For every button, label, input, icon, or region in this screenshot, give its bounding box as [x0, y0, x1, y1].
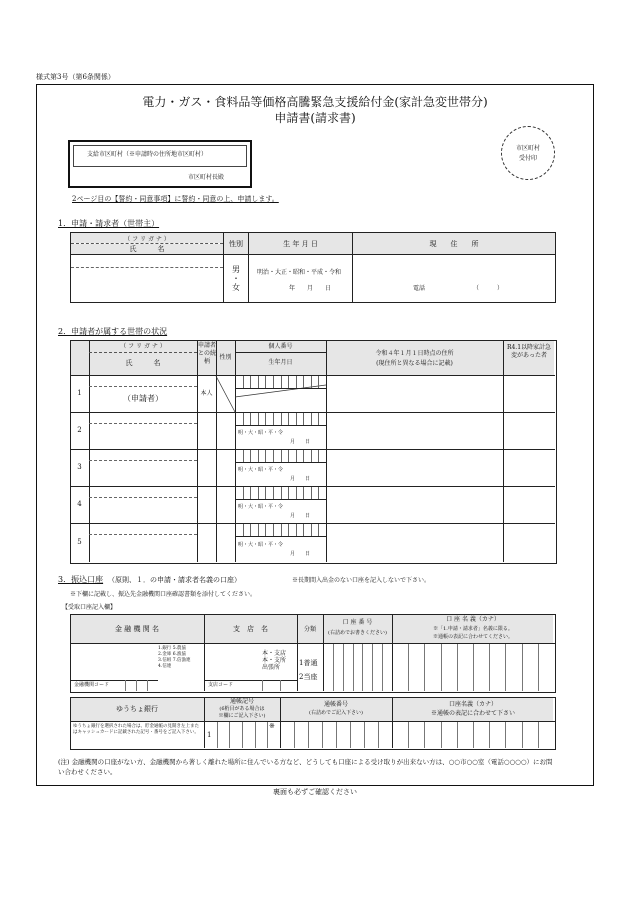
branch-type-office: 出張所	[262, 664, 281, 671]
applicant-relation: 本人	[200, 390, 213, 397]
furigana-header: （ フ リ ガ ナ ）	[71, 233, 224, 244]
id-number-boxes[interactable]	[235, 450, 326, 463]
form-title: 電力・ガス・食料品等価格高騰緊急支援給付金(家計急変世帯分)	[142, 95, 488, 109]
name-header: 氏 名	[71, 244, 224, 255]
gender-male: 男	[232, 265, 240, 274]
household-dob-header: 生年月日	[268, 359, 293, 366]
branch-type-sub: 本・支所	[262, 657, 287, 664]
form-subtitle: 申請書(請求書)	[274, 111, 356, 125]
id-number-boxes[interactable]	[235, 524, 326, 537]
passbook-number-boxes[interactable]	[280, 722, 392, 748]
sixth-digit-mark: ※	[269, 722, 275, 730]
passbook-symbol-first-digit: 1	[207, 731, 212, 739]
holder-note1: ※「1.申請・請求者」名義に限る。	[433, 626, 513, 632]
id-number-boxes[interactable]	[235, 413, 326, 426]
passbook-number-header: 通帳番号	[323, 701, 348, 708]
stamp-label-reception: 受付印	[518, 155, 537, 162]
applicant-row-label: （申請者）	[123, 394, 163, 403]
row-number-1: 1	[77, 389, 82, 397]
passbook-number-sub: (右詰めでご記入下さい)	[309, 710, 363, 716]
yucho-header: ゆうちょ銀行	[116, 705, 158, 713]
mayor-salutation: 市区町村長殿	[188, 174, 225, 181]
bank-type-5: 5.農協	[172, 646, 187, 651]
branch-name-header: 支 店 名	[233, 625, 268, 633]
dob-header: 生 年 月 日	[249, 233, 353, 255]
gender-female: 女	[232, 283, 240, 292]
branch-code-label: 支店コード	[208, 682, 234, 688]
phone-paren: （ ）	[473, 285, 504, 292]
account-number-boxes[interactable]	[323, 644, 392, 691]
relation-header: 申請者との続柄	[198, 342, 217, 365]
branch-type-options[interactable]	[262, 650, 286, 671]
bank-type-6: 6.漁協	[172, 652, 187, 657]
passbook-symbol-boxes[interactable]	[204, 722, 280, 748]
id-number-boxes[interactable]	[235, 487, 326, 500]
account-number-sub: (右詰めでお書きください)	[328, 630, 387, 636]
row2-md: 月 日	[290, 439, 311, 445]
account-type-options[interactable]	[299, 656, 317, 684]
account-type-ordinary: 1普通	[299, 659, 318, 667]
bank-name-header: 金 融 機 関 名	[115, 625, 159, 633]
gender-dot: ・	[232, 274, 240, 283]
footnote: (注) 金融機関の口座がない方、金融機関から著しく離れた場所に住んでいる方など、どうしても口座による受け取りが出来ない方は、○○市○○室（電話○○○○）にお問い合わせください。	[58, 758, 553, 776]
bank-type-options[interactable]	[158, 646, 191, 670]
holder-name-boxes[interactable]	[392, 644, 554, 691]
row-number-4: 4	[77, 500, 82, 508]
row5-eras: 明・大・昭・平・令	[238, 542, 284, 548]
passbook-symbol-sub1: (6桁目がある場合は	[219, 706, 265, 712]
row3-eras: 明・大・昭・平・令	[238, 467, 284, 473]
bank-type-1: 1.銀行	[158, 646, 172, 651]
attachment-note: ※下欄に記載し、振込先金融機関口座確認書類を添付してください。	[70, 591, 257, 598]
passbook-symbol-sub2: ※欄にご記入下さい)	[218, 713, 266, 719]
row3-md: 月 日	[290, 476, 311, 482]
section1-heading: 1．申請・請求者（世帯主）	[58, 219, 160, 228]
address-header: 現 住 所	[353, 233, 556, 255]
category-header: 分類	[303, 626, 316, 633]
account-number-header: 口 座 番 号	[342, 619, 373, 626]
account-type-current: 2当座	[299, 673, 318, 681]
household-gender-header: 性別	[219, 354, 232, 361]
yucho-holder-sub: ※通帳の表記に合わせて下さい	[430, 710, 515, 717]
bank-type-7: 7.信漁連	[172, 658, 191, 663]
row4-eras: 明・大・昭・平・令	[238, 504, 284, 510]
yucho-holder-header: 口座名義（カナ）	[448, 701, 497, 708]
passbook-symbol-header: 通帳記号	[229, 698, 254, 705]
yucho-note: ゆうちょ銀行を選択された場合は、貯金通帳の見開き左上またはキャッシュカードに記載された記号・番号をご記入下さい。	[73, 724, 199, 735]
row-number-5: 5	[77, 538, 82, 546]
section3-heading: 3．振込口座	[58, 575, 104, 584]
jan-address-sub: (現住所と異なる場合に記載)	[376, 360, 453, 367]
row2-eras: 明・大・昭・平・令	[238, 430, 284, 436]
sudden-change-header: R4.1以降家計急変があった者	[506, 344, 552, 359]
row-number-3: 3	[77, 463, 82, 471]
bank-type-4: 4.信連	[158, 664, 172, 669]
era-options: 明治・大正・昭和・平成・令和	[257, 269, 342, 276]
consent-instruction: 2ページ目の【誓約・同意事項】に誓約・同意の上、申請します。	[72, 195, 279, 203]
branch-type-main: 本・支店	[262, 650, 287, 657]
id-number-boxes[interactable]	[235, 376, 326, 389]
section3-heading-note: ※長期間入出金のない口座を記入しないで下さい。	[292, 577, 431, 584]
household-furigana-header: （ フ リ ガ ナ ）	[120, 343, 166, 350]
id-number-header: 個人番号	[268, 343, 293, 350]
row-number-2: 2	[77, 426, 82, 434]
section2-heading: 2．申請者が属する世帯の状況	[58, 327, 168, 336]
yucho-holder-boxes[interactable]	[392, 722, 554, 748]
branch-code-boxes[interactable]	[245, 680, 297, 691]
stamp-label-municipality: 市区町村	[515, 145, 540, 152]
household-name-header: 氏 名	[125, 359, 161, 367]
holder-note2: ※通帳の表記に合わせてください。	[432, 634, 513, 640]
row4-md: 月 日	[290, 513, 311, 519]
row5-md: 月 日	[290, 551, 311, 557]
bank-code-label: 金融機関コード	[74, 682, 110, 688]
dob-ymd: 年 月 日	[289, 285, 332, 292]
jan-address-header: 令和４年１月１日時点の住所	[375, 350, 454, 357]
account-subheading: 【受取口座記入欄】	[62, 604, 117, 611]
section3-heading-rest: （原則、１．の申請・請求者名義の口座）	[108, 576, 241, 584]
gender-header: 性別	[224, 233, 249, 255]
holder-header: 口 座 名 義（カナ）	[446, 616, 500, 623]
footer-note: 裏面も必ずご確認ください	[273, 788, 357, 796]
bank-type-3: 3.信組	[158, 658, 172, 663]
phone-label: 電話	[413, 285, 426, 292]
form-id: 様式第3号（第6条関係）	[36, 73, 115, 81]
recipient-municipality: 支給市区町村（※申請時の住所地市区町村）	[87, 151, 208, 158]
bank-code-boxes[interactable]	[114, 680, 158, 691]
bank-type-2: 2.金庫	[158, 652, 172, 657]
